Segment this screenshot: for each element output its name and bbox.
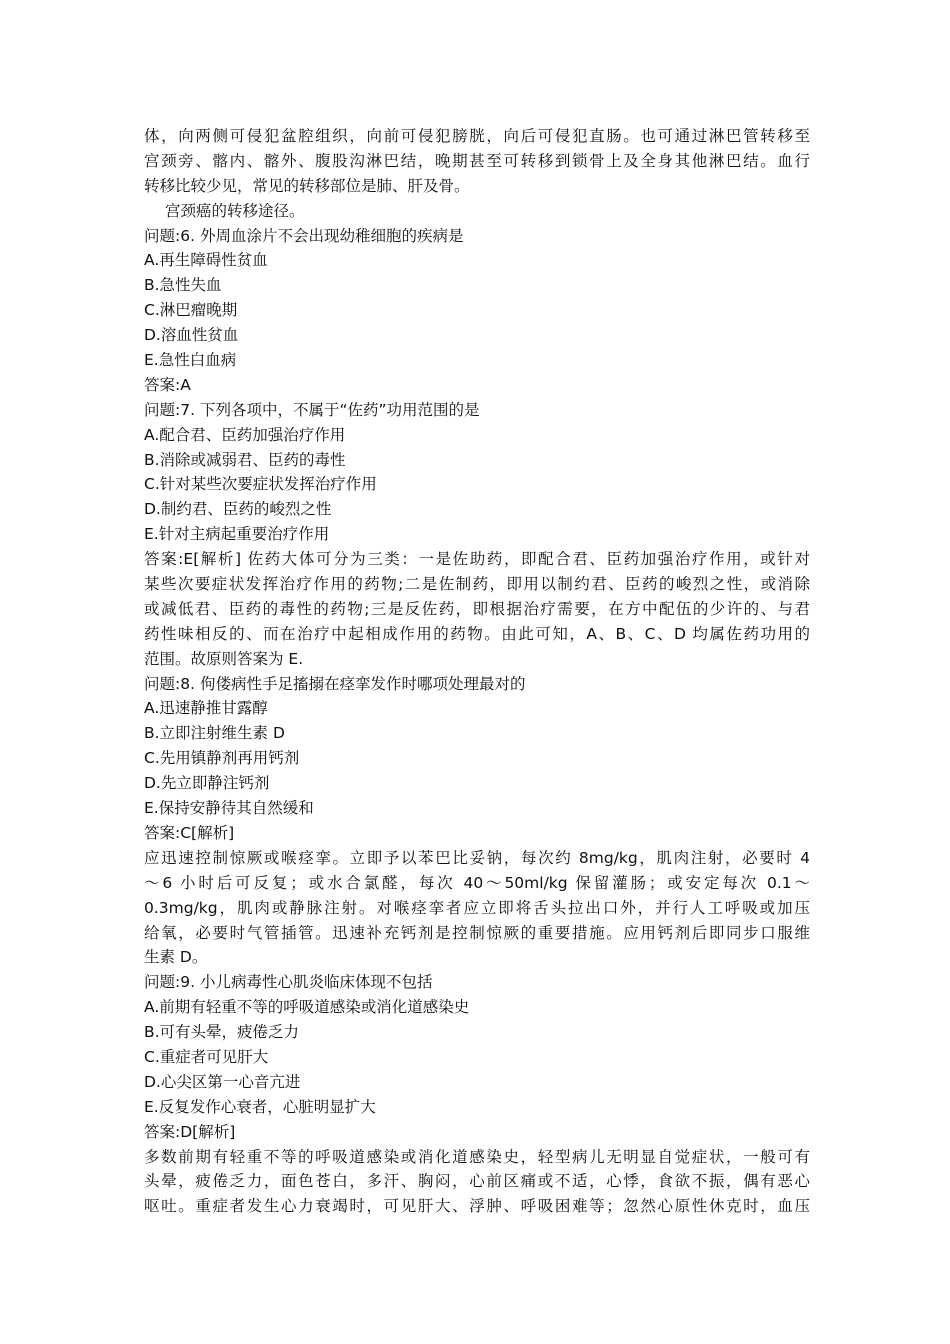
text-line: 答案:D[解析] — [144, 1122, 236, 1141]
text-line: 问题:7. 下列各项中，不属于“佐药”功用范围的是 — [144, 400, 480, 419]
text-line: D.溶血性贫血 — [144, 326, 239, 345]
text-line: 呕吐。重症者发生心力衰竭时，可见肝大、浮肿、呼吸困难等；忽然心原性休克时，血压 — [144, 1197, 810, 1216]
text-line: C.重症者可见肝大 — [144, 1047, 269, 1066]
text-line: D.心尖区第一心音亢进 — [144, 1072, 301, 1091]
text-line: ～6 小时后可反复；或水合氯醛，每次 40～50ml/kg 保留灌肠；或安定每次 0.1～ — [144, 873, 810, 892]
document-page — [144, 124, 810, 1219]
text-line: 范围。故原则答案为 E. — [144, 649, 304, 668]
text-line: 答案:E[解析] 佐药大体可分为三类：一是佐助药，即配合君、臣药加强治疗作用，或针对 — [144, 550, 810, 569]
text-line: 0.3mg/kg，肌肉或静脉注射。对喉痉挛者应立即将舌头拉出口外，并行人工呼吸或加压 — [144, 898, 810, 917]
text-line: 某些次要症状发挥治疗作用的药物;二是佐制药，即用以制约君、臣药的峻烈之性，或消除 — [144, 575, 810, 594]
text-line: 转移比较少见，常见的转移部位是肺、肝及骨。 — [144, 176, 470, 195]
text-line: B.急性失血 — [144, 276, 222, 295]
text-line: A.迅速静推甘露醇 — [144, 699, 268, 718]
text-line: 问题:8. 佝偻病性手足搐搦在痉挛发作时哪项处理最对的 — [144, 674, 526, 693]
text-line: B.消除或减弱君、臣药的毒性 — [144, 450, 346, 469]
text-line: E.保持安静待其自然缓和 — [144, 799, 314, 818]
text-line: D.制约君、臣药的峻烈之性 — [144, 500, 332, 519]
text-line: 宫颈旁、髂内、髂外、腹股沟淋巴结，晚期甚至可转移到锁骨上及全身其他淋巴结。血行 — [144, 151, 810, 170]
text-line: 应迅速控制惊厥或喉痉挛。立即予以苯巴比妥钠，每次约 8mg/kg，肌肉注射，必要时 4 — [144, 848, 810, 867]
text-line: 答案:C[解析] — [144, 823, 235, 842]
text-line: 生素 D。 — [144, 948, 208, 967]
text-line: 宫颈癌的转移途径。 — [165, 201, 305, 220]
text-line: A.配合君、臣药加强治疗作用 — [144, 425, 346, 444]
text-line: 问题:6. 外周血涂片不会出现幼稚细胞的疾病是 — [144, 226, 464, 245]
text-line: A.再生障碍性贫血 — [144, 251, 268, 270]
text-line: 头晕，疲倦乏力，面色苍白，多汗、胸闷，心前区痛或不适，心悸，食欲不振，偶有恶心 — [144, 1172, 810, 1191]
text-line: E.反复发作心衰者，心脏明显扩大 — [144, 1097, 376, 1116]
text-line: D.先立即静注钙剂 — [144, 774, 270, 793]
text-line: 药性味相反的、而在治疗中起相成作用的药物。由此可知，A、B、C、D 均属佐药功用的 — [144, 624, 810, 643]
text-line: E.急性白血病 — [144, 351, 237, 370]
text-line: C.针对某些次要症状发挥治疗作用 — [144, 475, 377, 494]
document-text-body — [144, 124, 810, 1219]
text-line: E.针对主病起重要治疗作用 — [144, 525, 330, 544]
text-line: 体，向两侧可侵犯盆腔组织，向前可侵犯膀胱，向后可侵犯直肠。也可通过淋巴管转移至 — [144, 127, 810, 145]
text-line: 答案:A — [144, 375, 191, 394]
text-line: 问题:9. 小儿病毒性心肌炎临床体现不包括 — [144, 973, 433, 992]
text-line: 或减低君、臣药的毒性的药物;三是反佐药，即根据治疗需要，在方中配伍的少许的、与君 — [144, 599, 810, 618]
text-line: A.前期有轻重不等的呼吸道感染或消化道感染史 — [144, 998, 470, 1017]
text-line: B.立即注射维生素 D — [144, 724, 285, 743]
text-line: 多数前期有轻重不等的呼吸道感染或消化道感染史，轻型病儿无明显自觉症状，一般可有 — [144, 1147, 810, 1166]
text-line: C.淋巴瘤晚期 — [144, 301, 238, 320]
text-line: C.先用镇静剂再用钙剂 — [144, 749, 300, 768]
text-line: 给氧，必要时气管插管。迅速补充钙剂是控制惊厥的重要措施。应用钙剂后即同步口服维 — [144, 923, 810, 942]
text-line: B.可有头晕，疲倦乏力 — [144, 1023, 300, 1042]
